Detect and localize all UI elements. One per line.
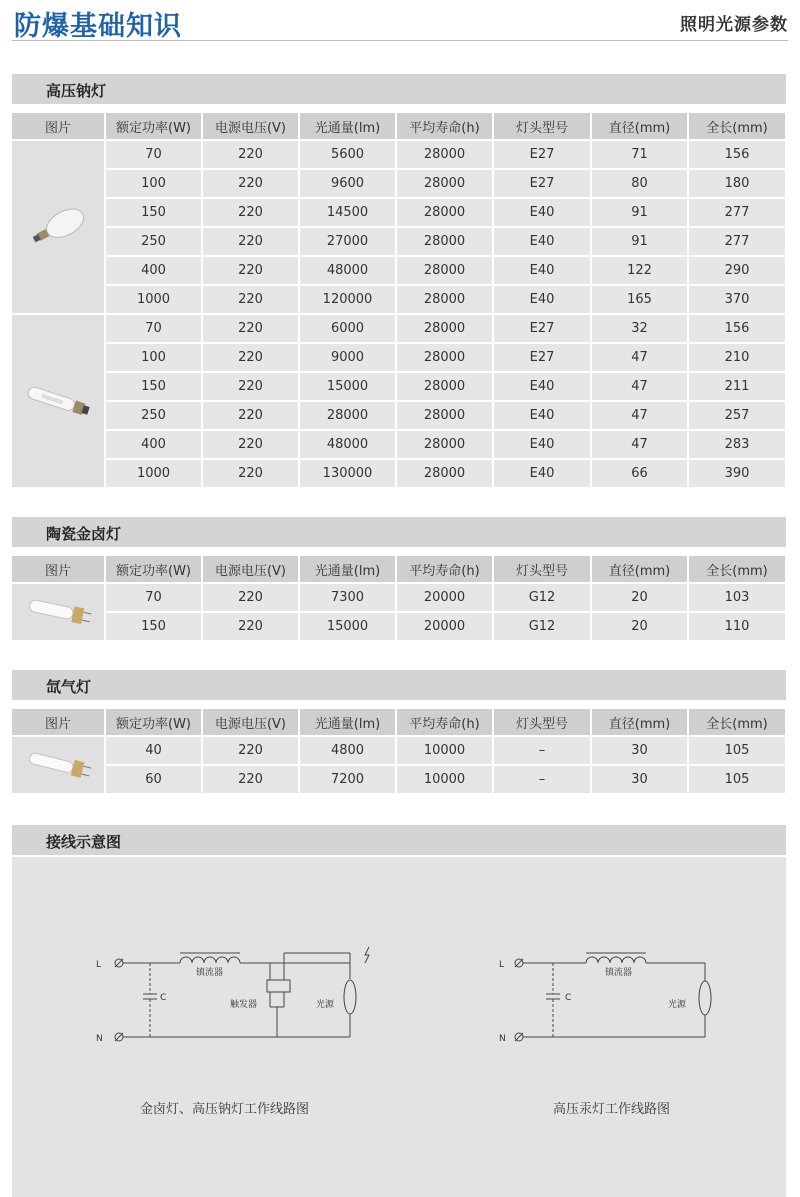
power-cell: 150 bbox=[105, 198, 202, 227]
length-cell: 290 bbox=[688, 256, 786, 285]
header-life-col: 平均寿命(h) bbox=[396, 113, 493, 140]
header-flux-col: 光通量(lm) bbox=[299, 113, 396, 140]
length-cell: 103 bbox=[688, 583, 786, 612]
flux-cell: 15000 bbox=[299, 372, 396, 401]
power-cell: 1000 bbox=[105, 285, 202, 314]
flux-cell: 27000 bbox=[299, 227, 396, 256]
power-cell: 70 bbox=[105, 140, 202, 169]
length-cell: 105 bbox=[688, 736, 786, 765]
voltage-cell: 220 bbox=[202, 372, 299, 401]
length-cell: 110 bbox=[688, 612, 786, 641]
life-cell: 28000 bbox=[396, 227, 493, 256]
header-voltage-col: 电源电压(V) bbox=[202, 113, 299, 140]
ceramic-metal-halide-lamp-image bbox=[12, 583, 105, 641]
header-length-col: 全长(mm) bbox=[688, 113, 786, 140]
flux-cell: 5600 bbox=[299, 140, 396, 169]
table-row bbox=[12, 372, 786, 401]
diameter-cell: 47 bbox=[591, 343, 688, 372]
label-ballast-right: 镇流器 bbox=[605, 968, 633, 978]
ignitor-box bbox=[267, 980, 290, 992]
power-cell: 70 bbox=[105, 314, 202, 343]
base-cell: E40 bbox=[493, 227, 591, 256]
life-cell: 28000 bbox=[396, 343, 493, 372]
flux-cell: 14500 bbox=[299, 198, 396, 227]
section-title: 高压钠灯 bbox=[46, 82, 107, 100]
table-row bbox=[12, 198, 786, 227]
caption-left: 金卤灯、高压钠灯工作线路图 bbox=[140, 1102, 310, 1117]
diameter-cell: 71 bbox=[591, 140, 688, 169]
flux-cell: 48000 bbox=[299, 430, 396, 459]
voltage-cell: 220 bbox=[202, 140, 299, 169]
table-header-row bbox=[12, 113, 786, 140]
table-row bbox=[12, 430, 786, 459]
power-cell: 150 bbox=[105, 372, 202, 401]
flux-cell: 7200 bbox=[299, 765, 396, 794]
flux-cell: 130000 bbox=[299, 459, 396, 488]
label-l-left: L bbox=[96, 960, 102, 970]
life-cell: 28000 bbox=[396, 314, 493, 343]
base-cell: – bbox=[493, 736, 591, 765]
lamp-symbol-right bbox=[699, 981, 711, 1015]
flux-cell: 4800 bbox=[299, 736, 396, 765]
label-lamp-right: 光源 bbox=[668, 1000, 687, 1010]
diameter-cell: 30 bbox=[591, 736, 688, 765]
wiring-diagrams-svg bbox=[12, 857, 786, 1197]
life-cell: 28000 bbox=[396, 256, 493, 285]
power-cell: 40 bbox=[105, 736, 202, 765]
header-base-col: 灯头型号 bbox=[493, 709, 591, 736]
flux-cell: 28000 bbox=[299, 401, 396, 430]
diameter-cell: 47 bbox=[591, 430, 688, 459]
table-header-row bbox=[12, 709, 786, 736]
voltage-cell: 220 bbox=[202, 583, 299, 612]
section-header-xenon bbox=[12, 670, 786, 700]
life-cell: 28000 bbox=[396, 401, 493, 430]
base-cell: E27 bbox=[493, 140, 591, 169]
label-l-right: L bbox=[499, 960, 505, 970]
header-voltage-col: 电源电压(V) bbox=[202, 709, 299, 736]
header-power-col: 额定功率(W) bbox=[105, 709, 202, 736]
header-length-col: 全长(mm) bbox=[688, 556, 786, 583]
flux-cell: 6000 bbox=[299, 314, 396, 343]
section-title: 氙气灯 bbox=[46, 678, 92, 696]
diameter-cell: 47 bbox=[591, 401, 688, 430]
circuit-right bbox=[515, 953, 711, 1041]
section-header-ceramic bbox=[12, 517, 786, 547]
xenon-lamp-illustration bbox=[21, 748, 95, 782]
length-cell: 370 bbox=[688, 285, 786, 314]
diameter-cell: 30 bbox=[591, 765, 688, 794]
base-cell: E40 bbox=[493, 198, 591, 227]
lamp-symbol-left bbox=[344, 980, 356, 1014]
life-cell: 20000 bbox=[396, 612, 493, 641]
label-n-left: N bbox=[96, 1034, 103, 1044]
diameter-cell: 91 bbox=[591, 198, 688, 227]
ceramic-spec-table bbox=[12, 556, 787, 642]
table-row bbox=[12, 140, 786, 169]
length-cell: 180 bbox=[688, 169, 786, 198]
diameter-cell: 32 bbox=[591, 314, 688, 343]
header-picture-col: 图片 bbox=[12, 556, 105, 583]
base-cell: G12 bbox=[493, 612, 591, 641]
power-cell: 250 bbox=[105, 401, 202, 430]
table-row bbox=[12, 612, 786, 641]
label-c-right: C bbox=[565, 993, 572, 1003]
section-header-wiring bbox=[12, 825, 786, 855]
header-power-col: 额定功率(W) bbox=[105, 556, 202, 583]
voltage-cell: 220 bbox=[202, 198, 299, 227]
base-cell: E40 bbox=[493, 401, 591, 430]
power-cell: 70 bbox=[105, 583, 202, 612]
voltage-cell: 220 bbox=[202, 765, 299, 794]
label-ballast-left: 镇流器 bbox=[196, 968, 224, 978]
length-cell: 210 bbox=[688, 343, 786, 372]
flux-cell: 15000 bbox=[299, 612, 396, 641]
header-power-col: 额定功率(W) bbox=[105, 113, 202, 140]
label-ignitor: 触发器 bbox=[230, 1000, 258, 1010]
life-cell: 28000 bbox=[396, 372, 493, 401]
voltage-cell: 220 bbox=[202, 227, 299, 256]
power-cell: 1000 bbox=[105, 459, 202, 488]
life-cell: 28000 bbox=[396, 285, 493, 314]
header-length-col: 全长(mm) bbox=[688, 709, 786, 736]
header-life-col: 平均寿命(h) bbox=[396, 556, 493, 583]
life-cell: 28000 bbox=[396, 169, 493, 198]
length-cell: 105 bbox=[688, 765, 786, 794]
ballast-coil-right bbox=[586, 957, 646, 963]
tubular-lamp-illustration bbox=[21, 381, 95, 421]
table-row bbox=[12, 736, 786, 765]
table-header-row bbox=[12, 556, 786, 583]
label-c-left: C bbox=[160, 993, 167, 1003]
circuit-left bbox=[115, 947, 369, 1041]
base-cell: E27 bbox=[493, 343, 591, 372]
base-cell: E40 bbox=[493, 430, 591, 459]
flux-cell: 9600 bbox=[299, 169, 396, 198]
power-cell: 400 bbox=[105, 256, 202, 285]
voltage-cell: 220 bbox=[202, 314, 299, 343]
power-cell: 100 bbox=[105, 169, 202, 198]
table-row bbox=[12, 401, 786, 430]
header-voltage-col: 电源电压(V) bbox=[202, 556, 299, 583]
voltage-cell: 220 bbox=[202, 612, 299, 641]
diameter-cell: 122 bbox=[591, 256, 688, 285]
header-base-col: 灯头型号 bbox=[493, 113, 591, 140]
diameter-cell: 165 bbox=[591, 285, 688, 314]
label-n-right: N bbox=[499, 1034, 506, 1044]
header-picture-col: 图片 bbox=[12, 709, 105, 736]
page-header bbox=[12, 0, 788, 41]
tubular-lamp-image bbox=[12, 314, 105, 488]
base-cell: – bbox=[493, 765, 591, 794]
xenon-lamp-image bbox=[12, 736, 105, 794]
table-row bbox=[12, 343, 786, 372]
base-cell: E40 bbox=[493, 256, 591, 285]
header-flux-col: 光通量(lm) bbox=[299, 709, 396, 736]
header-picture-col: 图片 bbox=[12, 113, 105, 140]
base-cell: E40 bbox=[493, 459, 591, 488]
length-cell: 277 bbox=[688, 198, 786, 227]
voltage-cell: 220 bbox=[202, 169, 299, 198]
base-cell: G12 bbox=[493, 583, 591, 612]
table-row bbox=[12, 314, 786, 343]
life-cell: 10000 bbox=[396, 736, 493, 765]
section-title: 陶瓷金卤灯 bbox=[46, 525, 122, 543]
table-row bbox=[12, 765, 786, 794]
life-cell: 28000 bbox=[396, 140, 493, 169]
header-diameter-col: 直径(mm) bbox=[591, 709, 688, 736]
xenon-spec-table bbox=[12, 709, 787, 795]
table-row bbox=[12, 285, 786, 314]
table-row bbox=[12, 169, 786, 198]
wiring-diagram-panel bbox=[12, 857, 786, 1197]
voltage-cell: 220 bbox=[202, 430, 299, 459]
length-cell: 277 bbox=[688, 227, 786, 256]
life-cell: 28000 bbox=[396, 459, 493, 488]
voltage-cell: 220 bbox=[202, 343, 299, 372]
base-cell: E40 bbox=[493, 285, 591, 314]
flux-cell: 7300 bbox=[299, 583, 396, 612]
power-cell: 100 bbox=[105, 343, 202, 372]
section-title: 接线示意图 bbox=[46, 833, 122, 851]
table-row bbox=[12, 227, 786, 256]
section-header-hps bbox=[12, 74, 786, 104]
life-cell: 20000 bbox=[396, 583, 493, 612]
base-cell: E40 bbox=[493, 372, 591, 401]
length-cell: 211 bbox=[688, 372, 786, 401]
flux-cell: 9000 bbox=[299, 343, 396, 372]
table-row bbox=[12, 583, 786, 612]
voltage-cell: 220 bbox=[202, 401, 299, 430]
page-title: 防爆基础知识 bbox=[14, 11, 182, 42]
voltage-cell: 220 bbox=[202, 285, 299, 314]
life-cell: 28000 bbox=[396, 198, 493, 227]
life-cell: 10000 bbox=[396, 765, 493, 794]
power-cell: 150 bbox=[105, 612, 202, 641]
page-subtitle: 照明光源参数 bbox=[680, 15, 788, 35]
length-cell: 390 bbox=[688, 459, 786, 488]
ellipsoid-lamp-image bbox=[12, 140, 105, 314]
circuit-labels bbox=[96, 960, 687, 1044]
diameter-cell: 20 bbox=[591, 612, 688, 641]
power-cell: 250 bbox=[105, 227, 202, 256]
flux-cell: 120000 bbox=[299, 285, 396, 314]
table-row bbox=[12, 256, 786, 285]
table-row bbox=[12, 459, 786, 488]
length-cell: 156 bbox=[688, 314, 786, 343]
hps-spec-table bbox=[12, 113, 787, 489]
power-cell: 60 bbox=[105, 765, 202, 794]
diameter-cell: 91 bbox=[591, 227, 688, 256]
power-cell: 400 bbox=[105, 430, 202, 459]
base-cell: E27 bbox=[493, 169, 591, 198]
length-cell: 283 bbox=[688, 430, 786, 459]
header-diameter-col: 直径(mm) bbox=[591, 113, 688, 140]
label-lamp-left: 光源 bbox=[316, 1000, 335, 1010]
voltage-cell: 220 bbox=[202, 736, 299, 765]
voltage-cell: 220 bbox=[202, 256, 299, 285]
ceramic-metal-halide-lamp-illustration bbox=[21, 595, 95, 629]
length-cell: 156 bbox=[688, 140, 786, 169]
header-life-col: 平均寿命(h) bbox=[396, 709, 493, 736]
diameter-cell: 47 bbox=[591, 372, 688, 401]
voltage-cell: 220 bbox=[202, 459, 299, 488]
flux-cell: 48000 bbox=[299, 256, 396, 285]
header-base-col: 灯头型号 bbox=[493, 556, 591, 583]
diameter-cell: 80 bbox=[591, 169, 688, 198]
diameter-cell: 66 bbox=[591, 459, 688, 488]
header-flux-col: 光通量(lm) bbox=[299, 556, 396, 583]
base-cell: E27 bbox=[493, 314, 591, 343]
header-diameter-col: 直径(mm) bbox=[591, 556, 688, 583]
caption-right: 高压汞灯工作线路图 bbox=[553, 1102, 671, 1117]
lightning-icon bbox=[365, 947, 369, 963]
ellipsoid-lamp-illustration bbox=[26, 205, 90, 249]
length-cell: 257 bbox=[688, 401, 786, 430]
diameter-cell: 20 bbox=[591, 583, 688, 612]
life-cell: 28000 bbox=[396, 430, 493, 459]
ballast-coil-left bbox=[180, 957, 240, 963]
